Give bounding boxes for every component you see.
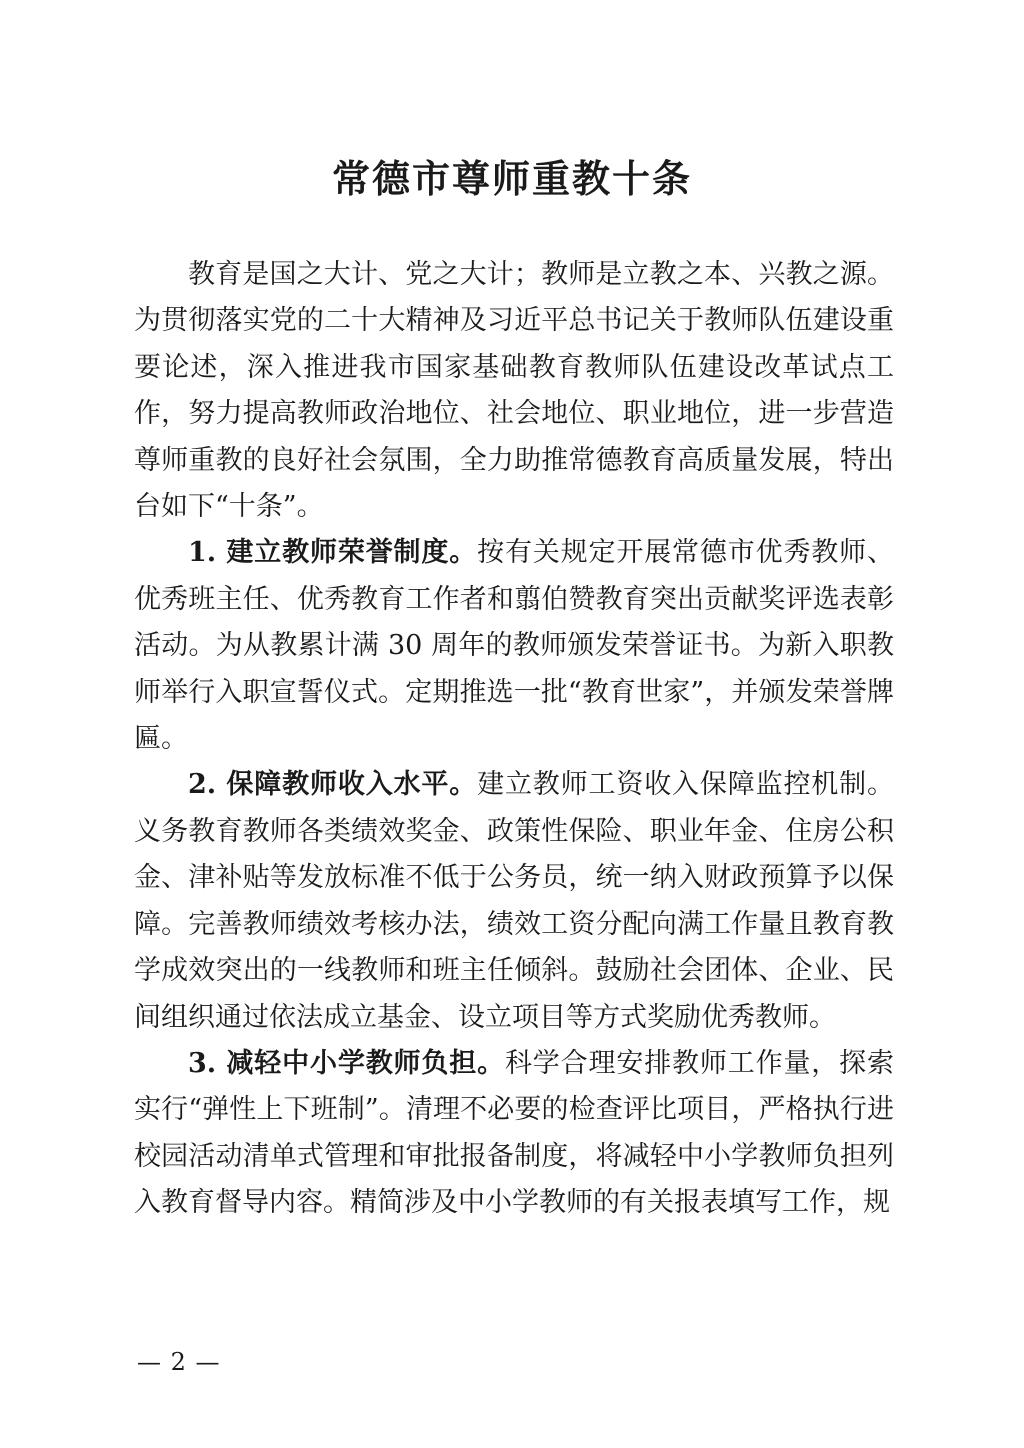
intro-paragraph: 教育是国之大计、党之大计；教师是立教之本、兴教之源。为贯彻落实党的二十大精神及习近平总书记关于教师队伍建设重要论述，深入推进我市国家基础教育教师队伍建设改革试点工作，努力提高教师政治地位、社会地位、职业地位，进一步营造尊师重教的良好社会氛围，全力助推常德教育高质量发展，特出台如下“十条”。 <box>134 259 894 523</box>
item-text: 建立教师工资收入保障监控机制。义务教育教师各类绩效奖金、政策性保险、职业年金、住房公积金、津补贴等发放标准不低于公务员，统一纳入财政预算予以保障。完善教师绩效考核办法，绩效工资分配向满工作量且教育教学成效突出的一线教师和班主任倾斜。鼓励社会团体、企业、民间组织通过依法成立基金、设立项目等方式奖励优秀教师。 <box>134 769 894 1033</box>
item-paragraph <box>134 1041 894 1227</box>
item-heading: 1. 建立教师荣誉制度。 <box>188 537 478 569</box>
document-body <box>134 252 894 1227</box>
item-heading: 2. 保障教师收入水平。 <box>188 769 478 801</box>
page-number: — 2 — <box>137 1348 221 1376</box>
document-title: 常德市尊师重教十条 <box>331 156 692 201</box>
item-paragraph <box>134 530 894 762</box>
item-text: 科学合理安排教师工作量，探索实行“弹性上下班制”。清理不必要的检查评比项目，严格执行进校园活动清单式管理和审批报备制度，将减轻中小学教师负担列入教育督导内容。精简涉及中小学教师的有关报表填写工作，规 <box>134 1047 895 1219</box>
item-paragraph <box>134 762 894 1040</box>
item-text: 按有关规定开展常德市优秀教师、优秀班主任、优秀教育工作者和翦伯赞教育突出贡献奖评选表彰活动。为从教累计满 30 周年的教师颁发荣誉证书。为新入职教师举行入职宣誓仪式。定期推选一批“教育世家”，并颁发荣誉牌匾。 <box>134 537 894 755</box>
item-heading: 3. 减轻中小学教师负担。 <box>188 1047 505 1079</box>
